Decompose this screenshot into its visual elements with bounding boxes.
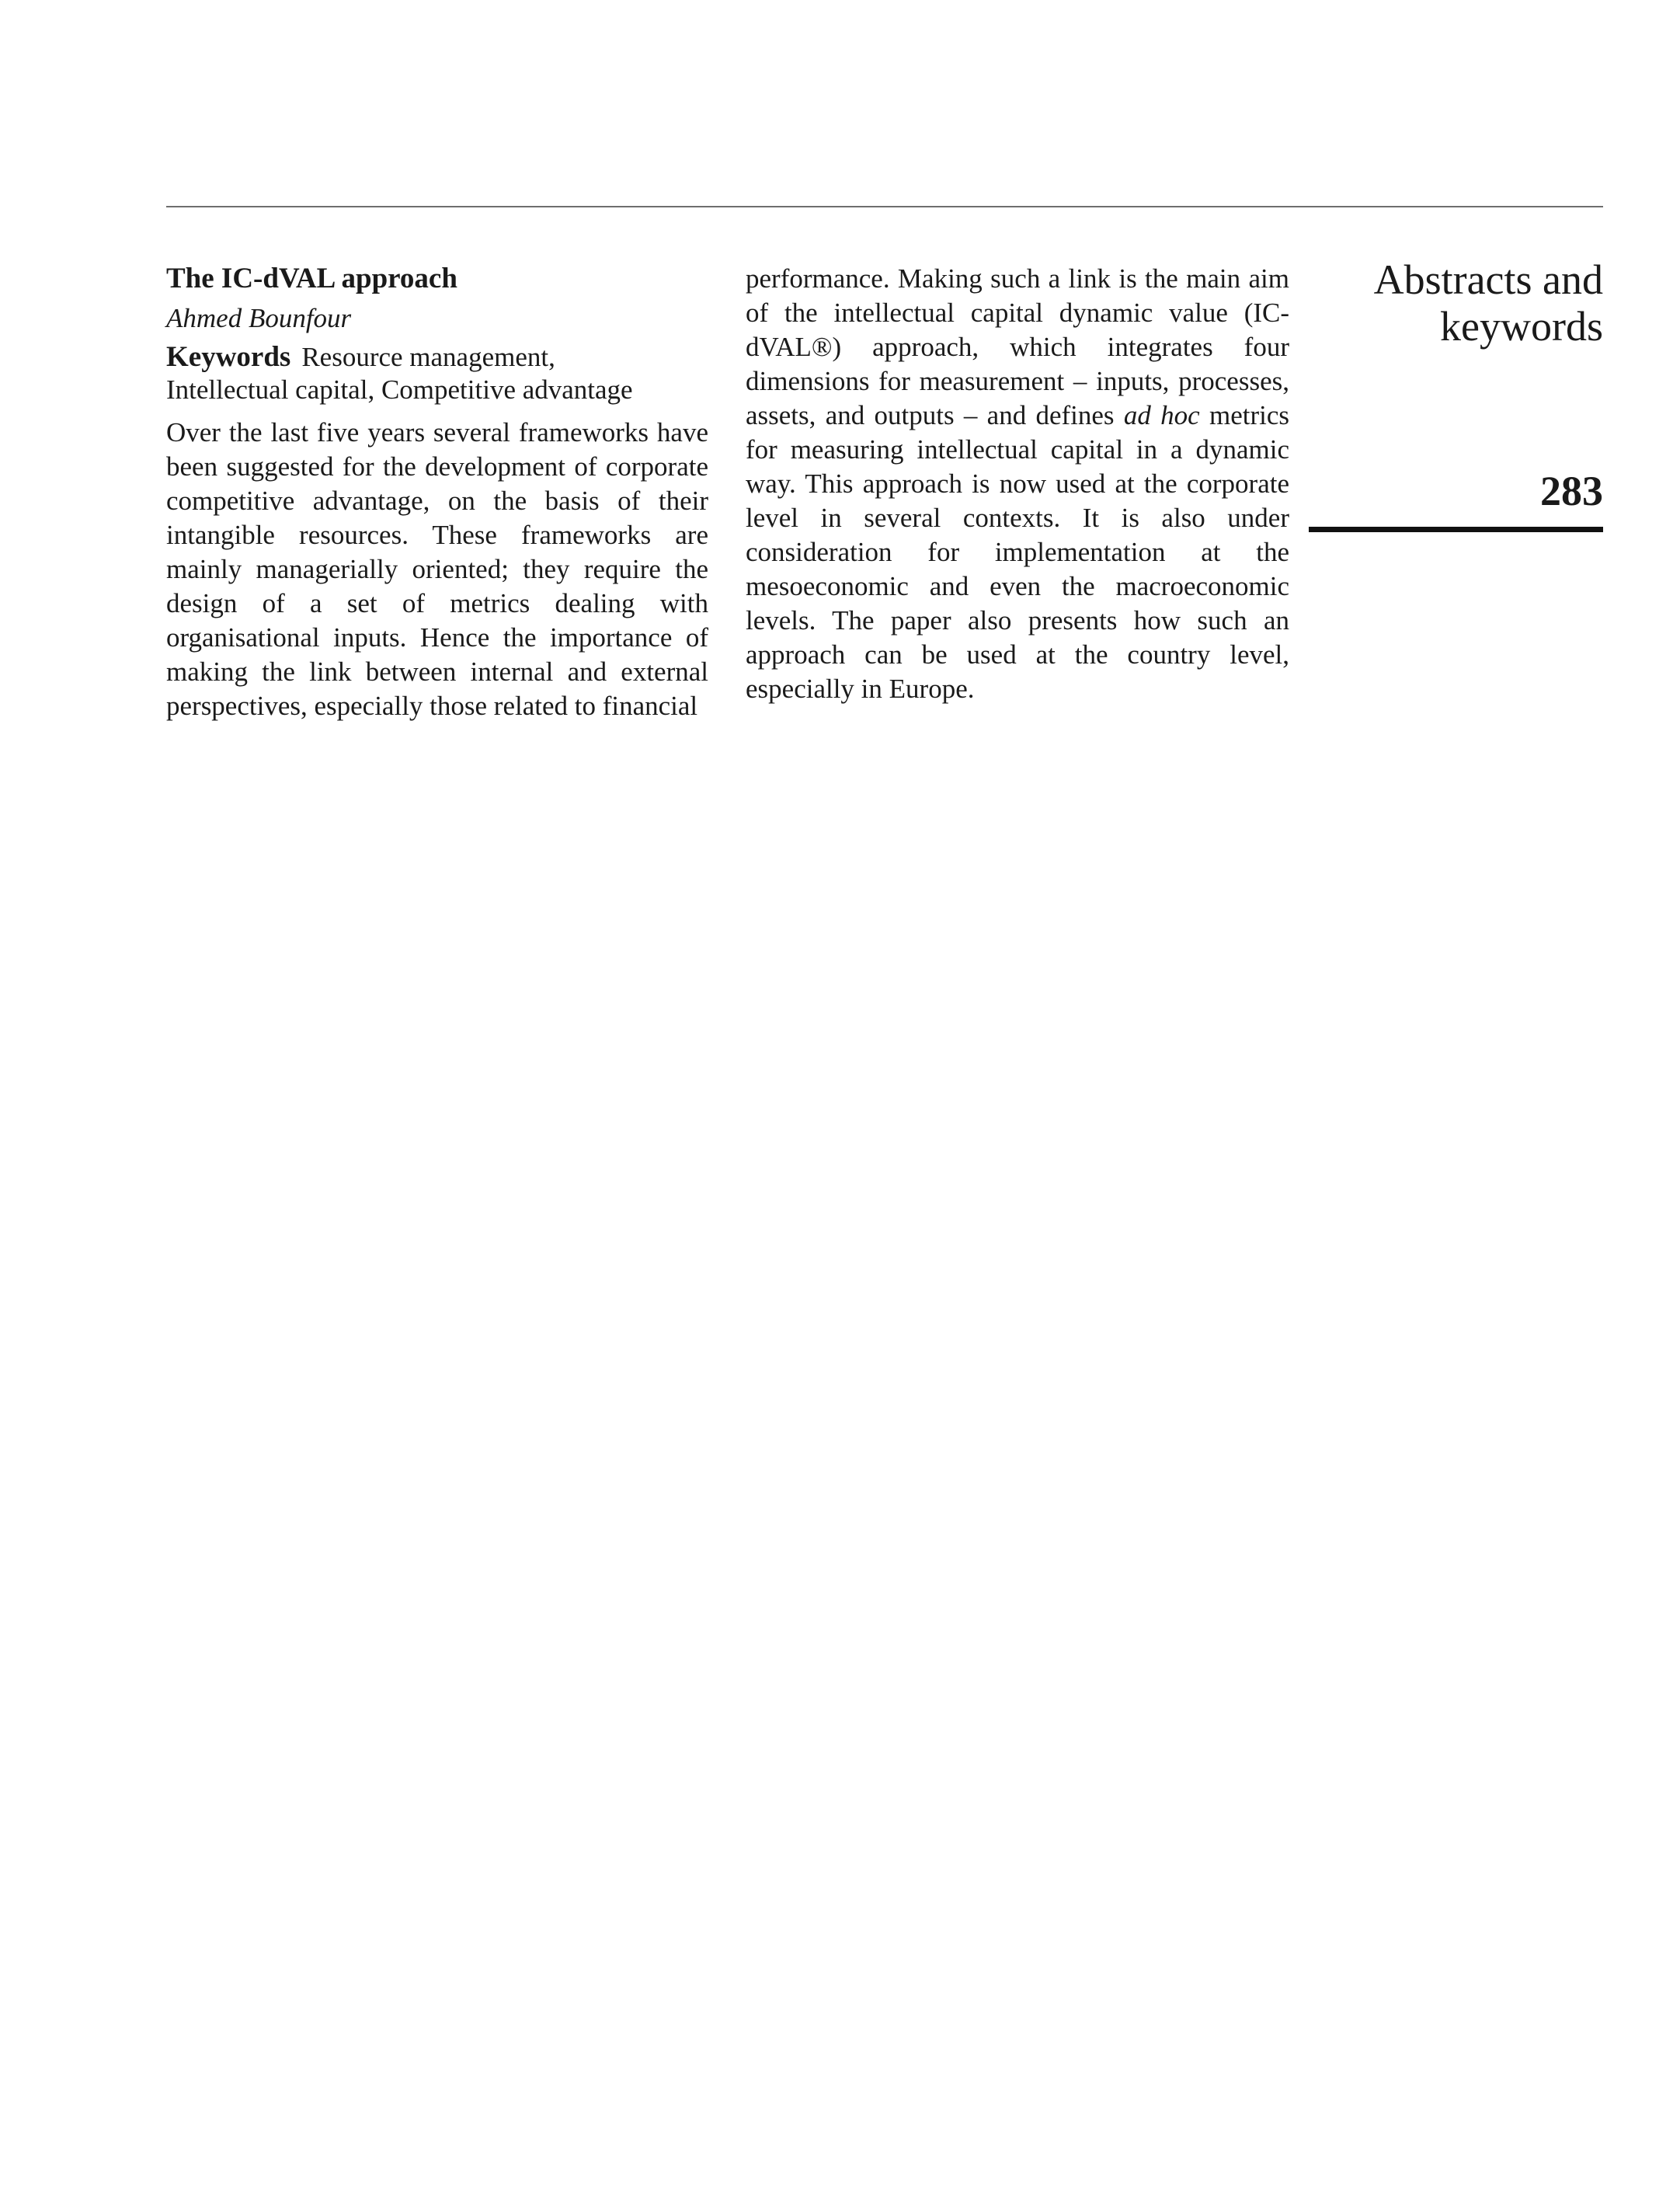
article-title: The IC-dVAL approach xyxy=(166,263,457,294)
keywords-label: Keywords xyxy=(166,341,291,373)
abstract-part-2 xyxy=(746,262,1289,706)
keywords xyxy=(166,341,708,406)
abstract-text-2-italic: ad hoc xyxy=(1123,400,1200,430)
page-number: 283 xyxy=(1540,468,1603,514)
section-heading-line-1: Abstracts and xyxy=(1373,256,1603,303)
right-column xyxy=(746,262,1289,706)
abstract-text-1: Over the last five years several frameworks have been suggested for the development of corporate competitive advantage, on the basis of their intangible resources. These frameworks are mainly managerially oriented; they require the design of a set of metrics dealing with organisational inputs. Hence the importance of making the link between internal and external perspectives, especially those related to financial xyxy=(166,417,708,721)
left-column xyxy=(166,260,708,723)
page-number-rule xyxy=(1309,527,1603,532)
keywords-line-2: Intellectual capital, Competitive advantage xyxy=(166,374,633,405)
abstract-text-2a: performance. Making such a link is the main aim of the intellectual capital dynamic value (IC-dVAL®) approach, which integrates four dimensions for measurement – inputs, processes, assets, and outputs – and defines xyxy=(746,263,1289,430)
keywords-line-1: Resource management, xyxy=(301,342,555,372)
header-rule xyxy=(166,206,1603,207)
abstract-text-2b: metrics for measuring intellectual capital in a dynamic way. This approach is now used at the corporate level in several contexts. It is also under consideration for implementation at the mesoeconomic and even the macroeconomic levels. The paper also presents how such an approach can be used at the country level, especially in Europe. xyxy=(746,400,1290,704)
article-author: Ahmed Bounfour xyxy=(166,303,352,333)
section-heading-block xyxy=(1277,256,1603,350)
section-heading-line-2: keywords xyxy=(1440,303,1603,350)
abstract-text-2 xyxy=(746,262,1289,706)
abstract-part-1 xyxy=(166,416,708,723)
